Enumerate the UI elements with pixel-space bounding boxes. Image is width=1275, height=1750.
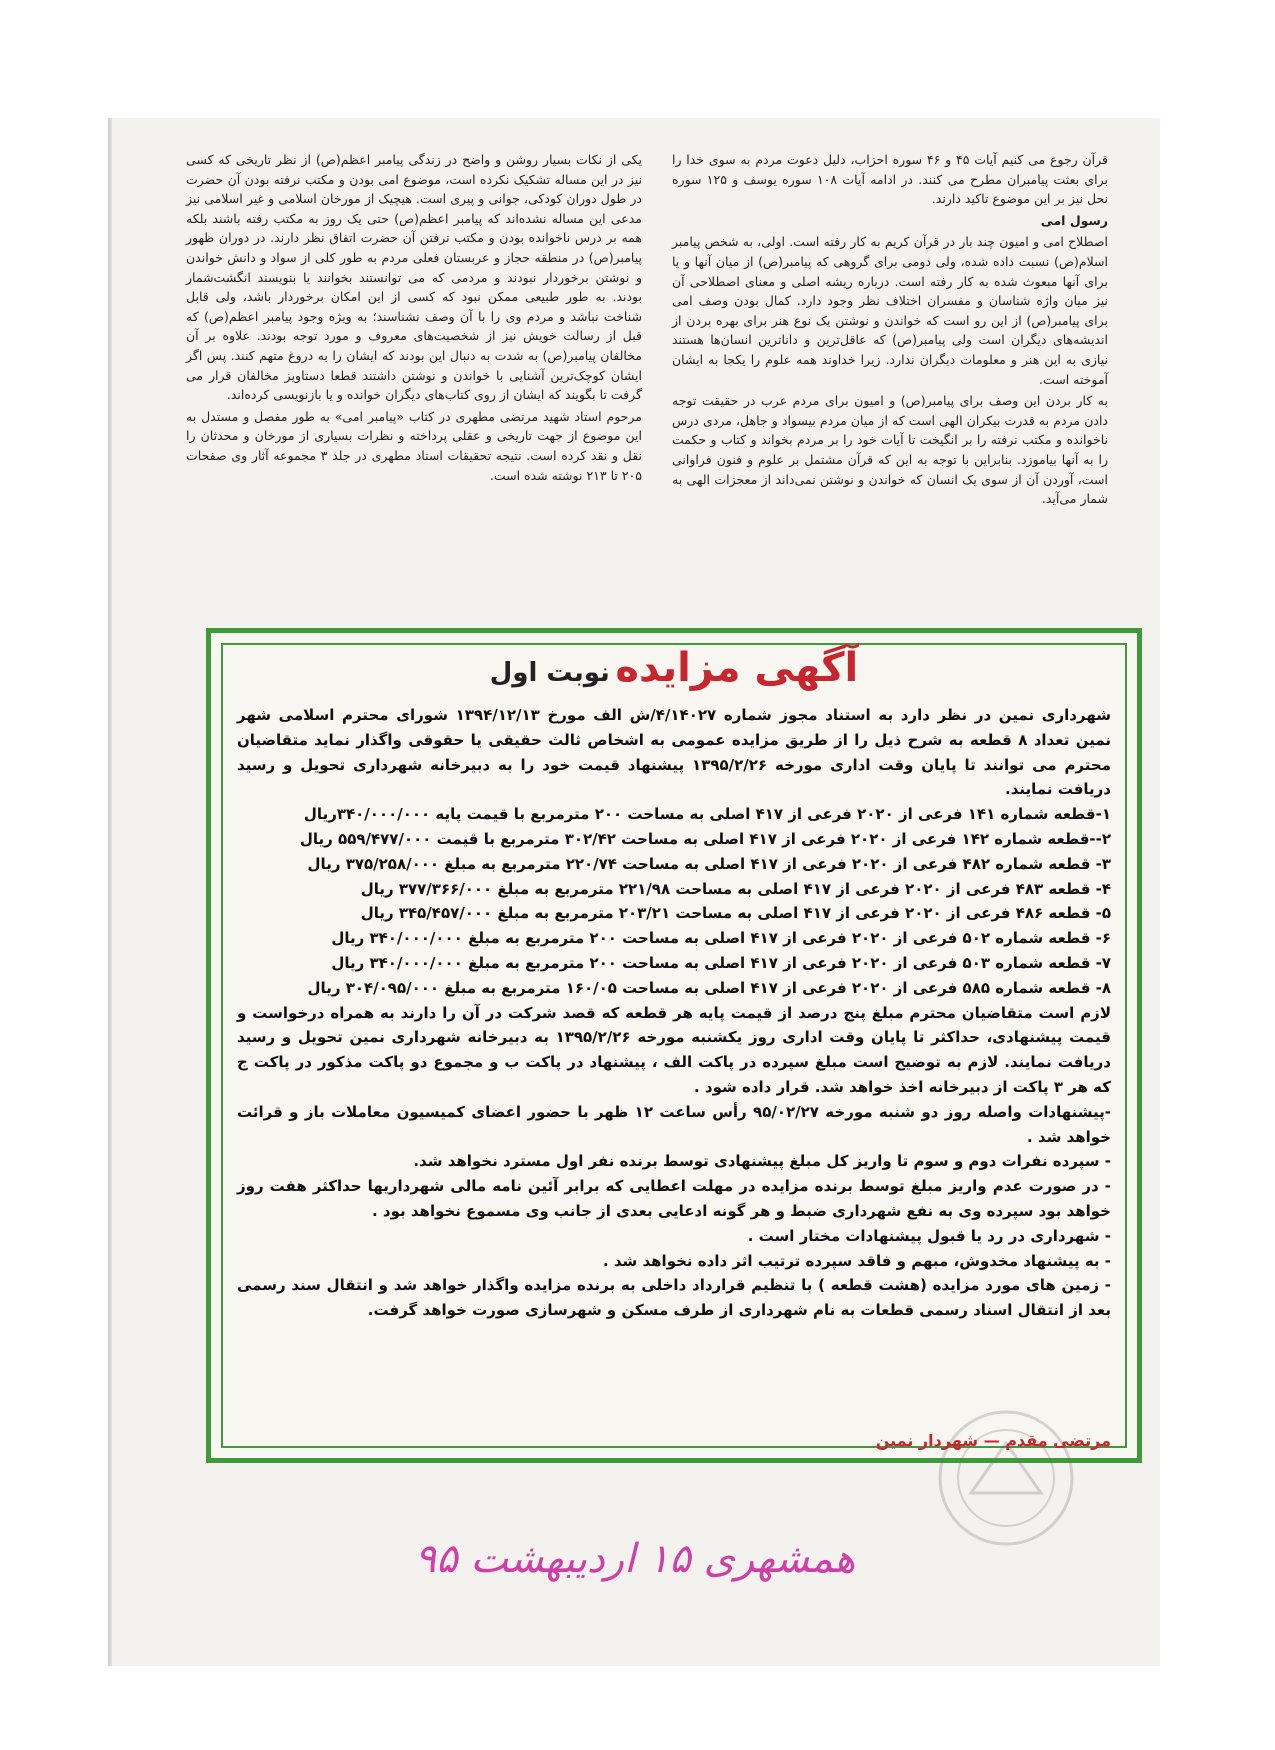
auction-term: - در صورت عدم واریز مبلغ توسط برنده مزایده در مهلت اعطایی که برابر آئین نامه مالی شهرداریها حداکثر هفت روز خواهد بود سپرده وی به نفع شهرداری ضبط و هر گونه ادعایی بعدی از جانب وی مسموع نخواهد بود . bbox=[237, 1177, 1111, 1220]
article-paragraph: قرآن رجوع می کنیم آیات ۴۵ و ۴۶ سوره احزاب، دلیل دعوت مردم به سوی خدا را برای بعثت پیامبران مطرح می کنند. در ادامه آیات ۱۰۸ سوره یوسف و ۱۲۵ سوره نحل نیز بر این موضوع تاکید دارند. bbox=[672, 152, 1109, 207]
article-paragraph: مرحوم استاد شهید مرتضی مطهری در کتاب «پیامبر امی» به طور مفصل و مستدل به این موضوع از جهت تاریخی و عقلی پرداخته و نظرات بسیاری از مورخان و محدثان را نقل و نقد کرده است. نتیجه تحقیقات استاد مطهری در جلد ۳ مجموعه آثار وی صفحات ۲۰۵ تا ۲۱۳ نوشته شده است. bbox=[186, 408, 642, 483]
auction-title-main: آگهی مزایده bbox=[615, 645, 859, 691]
auction-term: - شهرداری در رد یا قبول پیشنهادات مختار است . bbox=[747, 1226, 1111, 1245]
auction-item: ۴- قطعه ۴۸۳ فرعی از ۲۰۲۰ فرعی از ۴۱۷ اصلی به مساحت ۲۲۱/۹۸ مترمربع به مبلغ ۳۷۷/۳۶۶/۰۰۰ ریال bbox=[360, 879, 1111, 898]
auction-term: لازم است متقاضیان محترم مبلغ پنج درصد از قیمت پایه هر قطعه که قصد شرکت در آن را دارند به همراه درخواست و قیمت پیشنهادی، حداکثر تا پایان وقت اداری روز یکشنبه مورخه ۱۳۹۵/۲/۲۶ به دبیرخانه شهرداری نمین تحویل و رسید دریافت نمایند. لازم به توضیح است مبلغ سپرده در پاکت الف ، پیشنهاد در پاکت ب و مجموع دو پاکت مذکور در پاکت ج که هر ۳ پاکت از دبیرخانه اخذ خواهد شد. قرار داده شود . bbox=[237, 1003, 1111, 1096]
auction-term: - سپرده نفرات دوم و سوم تا واریز کل مبلغ پیشنهادی توسط برنده نفر اول مسترد نخواهد شد. bbox=[413, 1152, 1111, 1171]
auction-ad-title bbox=[211, 645, 1137, 691]
handwritten-note bbox=[380, 1500, 890, 1610]
auction-item: ۸- قطعه شماره ۵۸۵ فرعی از ۲۰۲۰ فرعی از ۴۱۷ اصلی به مساحت ۱۶۰/۰۵ مترمربع به مبلغ ۳۰۴/۰۹۵/۰۰۰ ریال bbox=[307, 978, 1111, 997]
article-subheading: رسول امی bbox=[1040, 212, 1108, 228]
auction-ad-body bbox=[237, 703, 1111, 1323]
article-left-column bbox=[186, 150, 642, 487]
auction-title-round: نوبت اول bbox=[489, 658, 610, 688]
auction-item: ۳- قطعه شماره ۴۸۲ فرعی از ۲۰۲۰ فرعی از ۴۱۷ اصلی به مساحت ۲۲۰/۷۴ مترمربع به مبلغ ۳۷۵/۲۵۸/۰۰۰ ریال bbox=[307, 854, 1111, 873]
article-paragraph: یکی از نکات بسیار روشن و واضح در زندگی پیامبر اعظم(ص) از نظر تاریخی که کسی نیز در این مساله تشکیک نکرده است، موضوع امی بودن و مکتب نرفته بودن آن حضرت در طول دوران کودکی، جوانی و پیری است. هیچیک از مورخان اسلامی و غیر اسلامی نیز مدعی این مساله نشده‌اند که پیامبر اعظم(ص) حتی یک روز به مکتب رفته باشند بلکه همه بر درس ناخوانده بودن و مکتب نرفتن آن حضرت اتفاق نظر دارند. در دوران ظهور پیامبر(ص) در منطقه حجاز و عربستان فعلی مردم به طور کلی از سواد و دانش خواندن و نوشتن برخوردار نبودند و مردمی که می توانستند بخوانند یا بنویسند انگشت‌شمار بودند. به طور طبیعی ممکن نبود که کسی از این امکان برخوردار باشد، ولی قابل شناخت نباشد و مردم وی را با آن وصف نشناسند؛ به ویژه وجود پیامبر اعظم(ص) که قبل از رسالت خویش نیز از شخصیت‌های معروف و مورد توجه بودند. علاوه بر آن مخالفان پیامبر(ص) به شدت به دنبال این بودند که ایشان را به دروغ متهم کنند. پس اگر ایشان کوچک‌ترین آشنایی با خواندن و نوشتن داشتند قطعا دستاویز مخالفان قرار می گرفت تا بگویند که ایشان از روی کتاب‌های دیگران خوانده و یا بازنویسی کرده‌اند. bbox=[186, 152, 642, 403]
auction-item: ۱-قطعه شماره ۱۴۱ فرعی از ۲۰۲۰ فرعی از ۴۱۷ اصلی به مساحت ۲۰۰ مترمربع با قیمت پایه ۳۴۰/۰۰۰/۰۰۰ریال bbox=[303, 805, 1111, 824]
watermark-seal-icon bbox=[931, 1403, 1081, 1553]
auction-ad-box bbox=[206, 628, 1142, 1463]
auction-term: - زمین های مورد مزایده (هشت قطعه ) با تنظیم قرارداد داخلی به برنده مزایده واگذار خواهد شد و انتقال سند رسمی بعد از انتقال اسناد رسمی قطعات به نام شهرداری از طرف مسکن و شهرسازی صورت خواهد گرفت. bbox=[237, 1276, 1111, 1320]
auction-item: ۶- قطعه شماره ۵۰۲ فرعی از ۲۰۲۰ فرعی از ۴۱۷ اصلی به مساحت ۲۰۰ مترمربع به مبلغ ۳۴۰/۰۰۰/۰۰۰ ریال bbox=[331, 929, 1111, 948]
article-right-column bbox=[672, 150, 1108, 511]
article-paragraph: به کار بردن این وصف برای پیامبر(ص) و امیون برای مردم عرب در حقیقت توجه دادن مردم به قدرت بیکران الهی است که از میان مردم بیسواد و جاهل، مردی درس ناخوانده و مکتب نرفته را بر انگیخت تا آیات خود را بر مردم بخواند و کتاب و حکمت را به آنها بیاموزد. بنابراین با توجه به این که قرآن مشتمل بر علوم و فنون فراوانی است، آوردن آن از سوی یک انسان که خواندن و نوشتن نمی‌داند از معجزات الهی به شمار می‌آید. bbox=[672, 393, 1108, 507]
auction-item: ۵- قطعه ۴۸۶ فرعی از ۲۰۲۰ فرعی از ۴۱۷ اصلی به مساحت ۲۰۳/۲۱ مترمربع به مبلغ ۳۴۵/۴۵۷/۰۰۰ ریال bbox=[360, 904, 1111, 923]
auction-item: ۲--قطعه شماره ۱۴۲ فرعی از ۲۰۲۰ فرعی از ۴۱۷ اصلی به مساحت ۳۰۲/۴۲ مترمربع با قیمت ۵۵۹/۴۷۷/۰۰۰ ریال bbox=[299, 829, 1111, 848]
auction-intro: شهرداری نمین در نظر دارد به استناد مجوز شماره ۴/۱۴۰۲۷/ش الف مورخ ۱۳۹۴/۱۲/۱۳ شورای محترم اسلامی شهر نمین تعداد ۸ قطعه به شرح ذیل را از طریق مزایده عمومی به اشخاص ثالث حقیقی یا حقوقی واگذار نماید متقاضیان محترم می توانند تا پایان وقت اداری مورخه ۱۳۹۵/۲/۲۶ پیشنهاد قیمت خود را به دبیرخانه شهرداری تحویل و رسید دریافت نمایند. bbox=[237, 706, 1112, 799]
auction-term: -پیشنهادات واصله روز دو شنبه مورخه ۹۵/۰۲/۲۷ رأس ساعت ۱۲ ظهر با حضور اعضای کمیسیون معاملات باز و قرائت خواهد شد . bbox=[237, 1102, 1112, 1146]
auction-item: ۷- قطعه شماره ۵۰۳ فرعی از ۲۰۲۰ فرعی از ۴۱۷ اصلی به مساحت ۲۰۰ مترمربع به مبلغ ۳۴۰/۰۰۰/۰۰۰ ریال bbox=[331, 953, 1111, 972]
auction-term: - به پیشنهاد مخدوش، مبهم و فاقد سپرده ترتیب اثر داده نخواهد شد . bbox=[602, 1251, 1111, 1270]
article-paragraph: اصطلاح امی و امیون چند بار در قرآن کریم به کار رفته است. اولی، به شخص پیامبر اسلام(ص) نسبت داده شده، ولی دومی برای گروهی که پیامبر(ص) از میان آنها و یا برای آنها مبعوث شده به کار رفته است. درباره ریشه اصلی و معنای اصطلاحی آن نیز میان واژه شناسان و مفسران اختلاف نظر وجود دارد. کمال بودن وصف امی برای پیامبر(ص) از این رو است که خواندن و نوشتن یک نوع هنر برای بهره بردن از اندیشه‌های دیگران است ولی پیامبر(ص) که عاقل‌ترین و داناترین انسان‌ها هستند نیازی به این هنر و معلومات دیگران ندارد. زیرا خداوند همه علوم را یکجا به ایشان آموخته است. bbox=[672, 234, 1108, 387]
handwritten-note-text: همشهری ۱۵ اردیبهشت ۹۵ bbox=[414, 1536, 856, 1582]
auction-signature: مرتضی مقدم — شهردار نمین bbox=[875, 1431, 1111, 1450]
